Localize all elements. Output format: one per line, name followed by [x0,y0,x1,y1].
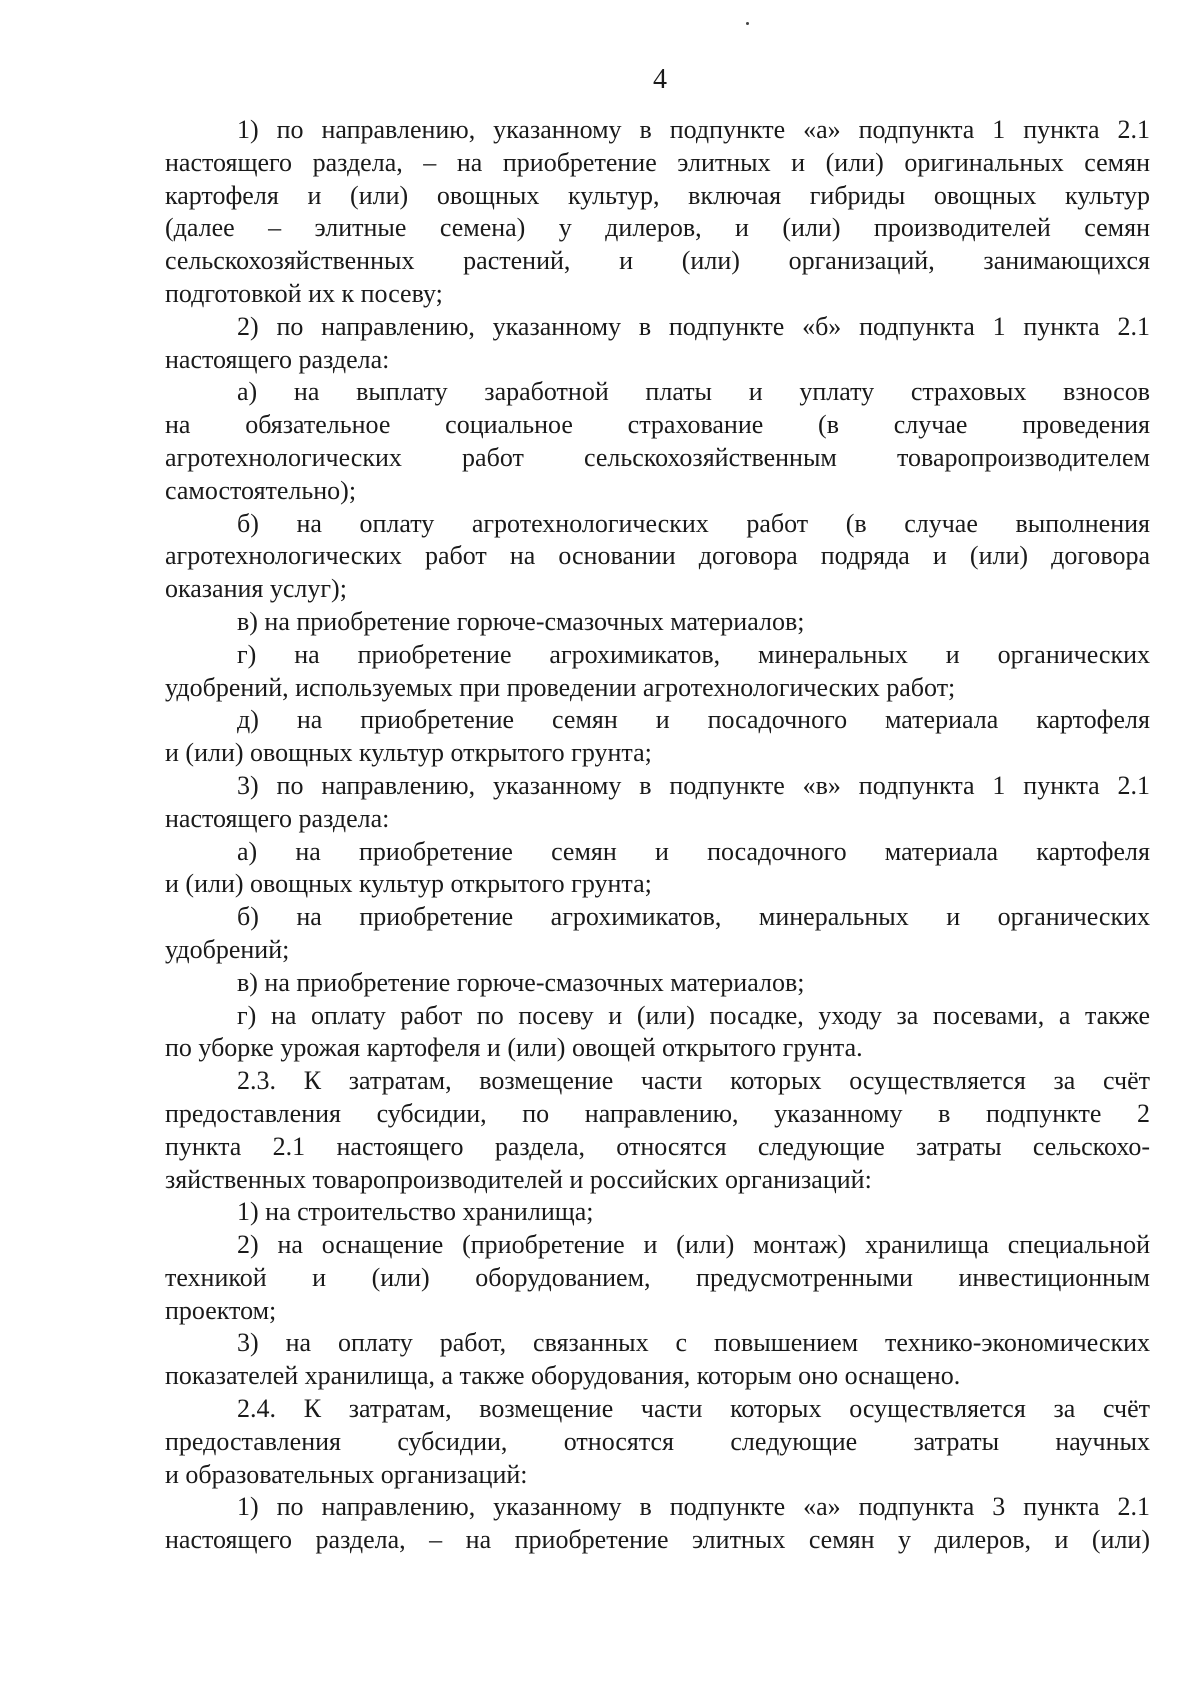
text-line: предоставления субсидии, по направлению, указанному в подпункте 2 [165,1098,1150,1128]
text-line: в) на приобретение горюче-смазочных материалов; [237,967,805,997]
text-line: настоящего раздела, – на приобретение элитных и (или) оригинальных семян [165,147,1150,177]
text-line: г) на приобретение агрохимикатов, минеральных и органических [237,639,1150,669]
text-line: (далее – элитные семена) у дилеров, и (или) производителей семян [165,213,1150,243]
text-line: самостоятельно); [165,475,357,505]
text-line: настоящего раздела: [165,803,390,833]
text-line: 2) по направлению, указанному в подпункте «б» подпункта 1 пункта 2.1 [237,311,1150,341]
text-line: б) на оплату агротехнологических работ (в случае выполнения [237,508,1150,538]
text-line: 3) на оплату работ, связанных с повышением технико-экономических [237,1328,1150,1358]
text-line: 2.4. К затратам, возмещение части которых осуществляется за счёт [237,1394,1150,1424]
paragraph [165,770,1150,836]
paragraph [165,376,1150,507]
paragraph [165,836,1150,902]
paragraph [165,1229,1150,1327]
text-line: по уборке урожая картофеля и (или) овощей открытого грунта. [165,1033,863,1063]
text-line: удобрений; [165,934,290,964]
scan-speck [746,22,749,25]
text-line: д) на приобретение семян и посадочного материала картофеля [237,705,1150,735]
text-line: 1) по направлению, указанному в подпункте «а» подпункта 1 пункта 2.1 [237,115,1150,144]
paragraph [165,1000,1150,1066]
text-line: и образовательных организаций: [165,1459,528,1489]
text-line: 3) по направлению, указанному в подпункте «в» подпункта 1 пункта 2.1 [237,770,1150,800]
paragraph [165,606,1150,639]
text-line: 1) на строительство хранилища; [237,1197,594,1227]
text-line: подготовкой их к посеву; [165,278,443,308]
paragraph [165,1065,1150,1196]
paragraph [165,508,1150,606]
text-line: сельскохозяйственных растений, и (или) организаций, занимающихся [165,246,1150,276]
text-line: агротехнологических работ сельскохозяйственным товаропроизводителем [165,442,1150,472]
paragraph [165,1491,1150,1557]
paragraph [165,1393,1150,1491]
text-line: а) на выплату заработной платы и уплату страховых взносов [237,377,1150,407]
paragraph [165,901,1150,967]
paragraph [165,1327,1150,1393]
text-line: проектом; [165,1295,277,1325]
paragraph [165,704,1150,770]
paragraph [165,1196,1150,1229]
text-line: оказания услуг); [165,574,347,604]
text-line: удобрений, используемых при проведении агротехнологических работ; [165,672,956,702]
paragraph [165,639,1150,705]
text-line: и (или) овощных культур открытого грунта; [165,738,652,768]
text-line: б) на приобретение агрохимикатов, минеральных и органических [237,902,1150,932]
paragraph [165,967,1150,1000]
paragraph [165,311,1150,377]
text-line: в) на приобретение горюче-смазочных материалов; [237,606,805,636]
text-line: пункта 2.1 настоящего раздела, относятся следующие затраты сельскохо- [165,1131,1150,1161]
text-line: настоящего раздела: [165,344,390,374]
document-body [165,114,1150,1557]
text-line: а) на приобретение семян и посадочного материала картофеля [237,836,1150,866]
text-line: показателей хранилища, а также оборудования, которым оно оснащено. [165,1361,961,1391]
text-line: 1) по направлению, указанному в подпункте «а» подпункта 3 пункта 2.1 [237,1492,1150,1522]
text-line: и (или) овощных культур открытого грунта; [165,869,652,899]
page-number: 4 [653,64,667,95]
text-line: на обязательное социальное страхование (в случае проведения [165,410,1150,440]
text-line: настоящего раздела, – на приобретение элитных семян у дилеров, и (или) [165,1525,1150,1555]
text-line: картофеля и (или) овощных культур, включая гибриды овощных культур [165,180,1150,210]
text-line: 2.3. К затратам, возмещение части которых осуществляется за счёт [237,1066,1150,1096]
text-line: зяйственных товаропроизводителей и российских организаций: [165,1164,872,1194]
text-line: агротехнологических работ на основании договора подряда и (или) договора [165,541,1150,571]
paragraph [165,114,1150,311]
text-line: 2) на оснащение (приобретение и (или) монтаж) хранилища специальной [237,1230,1150,1260]
text-line: техникой и (или) оборудованием, предусмотренными инвестиционным [165,1262,1150,1292]
text-line: предоставления субсидии, относятся следующие затраты научных [165,1426,1150,1456]
text-line: г) на оплату работ по посеву и (или) посадке, уходу за посевами, а также [237,1000,1150,1030]
